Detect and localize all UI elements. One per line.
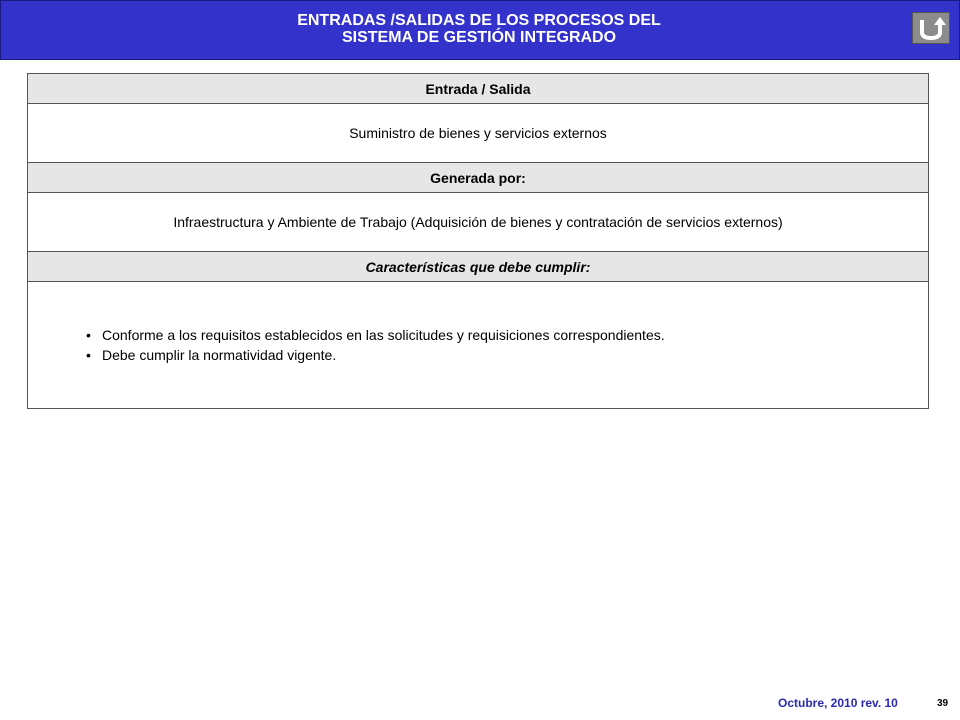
entry-heading: Entrada / Salida	[28, 74, 929, 104]
list-item: • Debe cumplir la normatividad vigente.	[86, 345, 928, 365]
characteristics-heading: Características que debe cumplir:	[28, 252, 929, 282]
generated-heading-row	[28, 163, 929, 193]
entry-value: Suministro de bienes y servicios externos	[28, 104, 929, 163]
generated-value-row	[28, 193, 929, 252]
characteristics-row	[28, 282, 929, 409]
page-title-line-1: ENTRADAS /SALIDAS DE LOS PROCESOS DEL	[297, 12, 661, 29]
back-button[interactable]	[912, 12, 950, 44]
process-io-table	[27, 73, 929, 409]
entry-value-row	[28, 104, 929, 163]
page-title	[1, 12, 957, 46]
list-item: • Conforme a los requisitos establecidos en las solicitudes y requisiciones correspondientes.	[86, 325, 928, 345]
characteristics-list	[86, 325, 928, 365]
characteristics-heading-row	[28, 252, 929, 282]
characteristics-cell	[28, 282, 929, 409]
u-turn-back-icon	[913, 13, 949, 43]
generated-value: Infraestructura y Ambiente de Trabajo (Adquisición de bienes y contratación de servicios externos)	[28, 193, 929, 252]
page-number: 39	[937, 698, 949, 709]
entry-heading-row	[28, 74, 929, 104]
slide-header	[0, 0, 960, 60]
footer-date: Octubre, 2010 rev. 10	[778, 696, 898, 710]
generated-heading: Generada por:	[28, 163, 929, 193]
page-title-line-2: SISTEMA DE GESTIÓN INTEGRADO	[341, 29, 617, 46]
